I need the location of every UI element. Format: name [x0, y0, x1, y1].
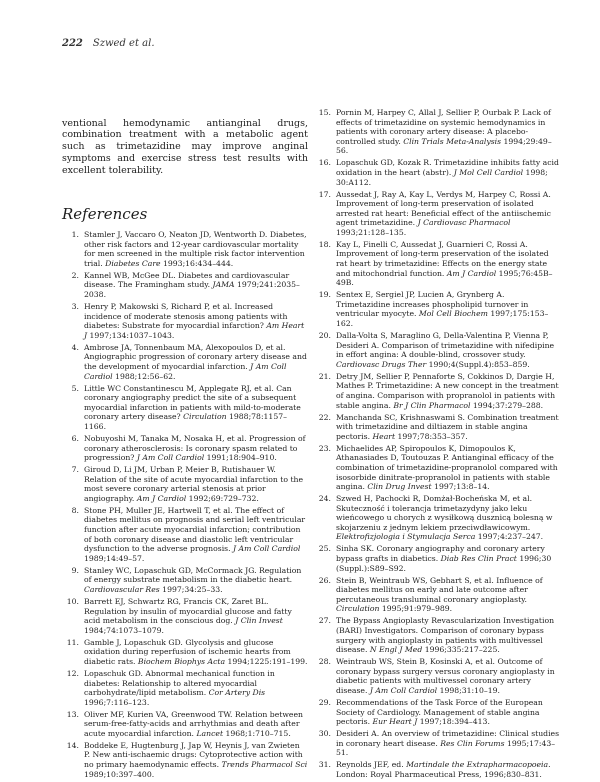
running-authors: Szwed et al. [92, 38, 155, 49]
reference-text [336, 698, 560, 727]
reference-text [336, 544, 560, 573]
reference-number: 27. [318, 616, 331, 626]
reference-text [336, 413, 560, 442]
reference-authors-title: Stanley WC, Lopaschuk GD, McCormack JG. Regulation of energy substrate metabolism in the diabetic heart. [84, 565, 302, 585]
reference-text [84, 384, 308, 432]
reference-citation: 1988;78:1157–1166. [84, 412, 287, 431]
reference-journal: J Clin Invest [235, 616, 283, 626]
reference-item [62, 465, 308, 503]
reference-number: 29. [318, 697, 331, 707]
reference-citation: 1997;4:237–247. [475, 532, 544, 542]
reference-citation: 1994;29:49–56. [336, 136, 552, 156]
reference-number: 11. [66, 637, 79, 647]
reference-item [314, 372, 560, 410]
reference-number: 30. [318, 729, 331, 739]
reference-journal: Heart [372, 431, 396, 441]
reference-citation: 1989;10:397–400. [84, 769, 155, 779]
reference-number: 25. [318, 544, 331, 554]
reference-item [62, 597, 308, 635]
reference-citation: 1988;12:56–62. [112, 371, 176, 381]
reference-authors-title: Sentex E, Sergiel JP, Lucien A, Grynberg A. Trimetazidine increases phospholipid turnover in ventricular myocyte. [336, 290, 529, 319]
reference-authors-title: Little WC Constantinescu M, Applegate RJ, et al. Can coronary angiography predict the site of a subsequent myocardial infarction in patients with mild-to-moderate coronary artery disease? [84, 383, 301, 422]
reference-item [62, 638, 308, 667]
reference-item [62, 434, 308, 463]
reference-item [62, 669, 308, 707]
reference-journal: J Am Coll Cardiol [233, 544, 301, 554]
reference-item [314, 616, 560, 654]
reference-text [84, 434, 308, 463]
reference-authors-title: Sinha SK. Coronary angiography and coronary artery bypass grafts in diabetics. [336, 544, 545, 564]
reference-citation: 1994;37:279–288. [470, 400, 544, 410]
reference-journal: Trends Pharmacol Sci [221, 760, 308, 770]
reference-journal: J Am Coll Cardiol [369, 685, 438, 695]
reference-list-left [62, 230, 308, 779]
reference-citation: 1996;7:116–123. [84, 697, 150, 707]
reference-text [84, 230, 308, 268]
reference-authors-title: Kannel WB, McGee DL. Diabetes and cardiovascular disease. The Framingham study. [84, 270, 290, 290]
running-header [62, 38, 155, 49]
reference-item [314, 108, 560, 156]
reference-citation: 1979;241:2035–2038. [84, 280, 300, 300]
reference-journal: Diabetes Care [105, 258, 161, 268]
reference-journal: Lancet [196, 728, 224, 738]
reference-journal: J Am Coll Cardiol [136, 453, 205, 463]
reference-number: 31. [318, 760, 331, 770]
reference-journal: Circulation [183, 412, 227, 422]
reference-number: 16. [318, 158, 331, 168]
reference-journal: Clin Trials Meta-Analysis [403, 136, 502, 146]
reference-authors-title: Stamler J, Vaccaro O, Neaton JD, Wentworth D. Diabetes, other risk factors and 12-year cardiovascular mortality for men screened in the multiple risk factor intervention trial. [84, 230, 307, 268]
reference-number: 24. [318, 494, 331, 504]
reference-number: 3. [71, 302, 79, 312]
reference-text [336, 158, 560, 187]
reference-citation: 1997;13:8–14. [431, 482, 490, 492]
reference-authors-title: Stone PH, Muller JE, Hartwell T, et al. The effect of diabetes mellitus on prognosis and serial left ventricular function after acute myocardial infarction; contribution of both coronary disease and diastolic left ventricular dysfunction to the adverse prognosis. [84, 505, 306, 554]
reference-journal: Am J Cardiol [446, 268, 497, 278]
reference-text [336, 494, 560, 542]
reference-text [336, 760, 560, 779]
reference-authors-title: Kay L, Finelli C, Aussedat J, Guarnieri C, Rossi A. Improvement of long-term preservation of the isolated rat heart by trimetazidine: Effects on the energy state and mitochondrial function. [336, 239, 549, 278]
reference-item [314, 158, 560, 187]
reference-citation: 1997;134:1037–1043. [87, 330, 175, 340]
reference-number: 1. [71, 230, 79, 240]
reference-journal: Martindale the Extrapharmacopoeia [406, 760, 549, 770]
right-column [314, 108, 560, 782]
reference-journal: J Mol Cell Cardiol [453, 167, 524, 177]
reference-citation: 1989;14:49–57. [84, 553, 145, 563]
reference-citation: 1997;78:353–357. [395, 431, 468, 441]
reference-citation: 1996;335:217–225. [422, 645, 500, 655]
reference-journal: Res Clin Forums [440, 738, 505, 748]
reference-authors-title: Lopaschuk GD. Abnormal mechanical function in diabetes: Relationship to altered myocardial carbohydrate/lipid metabolism. [84, 668, 275, 698]
reference-number: 21. [318, 371, 331, 381]
reference-citation: 1997;175:153–162. [336, 309, 549, 329]
reference-text [84, 302, 308, 340]
reference-text [336, 331, 560, 369]
reference-citation: 1993;16:434–444. [160, 258, 234, 268]
reference-text [336, 190, 560, 238]
reference-text [84, 465, 308, 503]
reference-text [336, 657, 560, 695]
reference-authors-title: Stein B, Weintraub WS, Gebhart S, et al. Influence of diabetes mellitus on early and late outcome after percutaneous transluminal coronary angioplasty. [336, 575, 543, 604]
reference-citation: 1995;91:979–989. [379, 604, 453, 614]
reference-citation: . London: Royal Pharmaceutical Press, 1996;830–831. [336, 760, 551, 779]
reference-list-right [314, 108, 560, 779]
reference-item [314, 413, 560, 442]
page-number: 222 [62, 38, 83, 49]
reference-text [336, 616, 560, 654]
reference-citation: 1992;69:729–732. [186, 493, 259, 503]
reference-item [314, 544, 560, 573]
reference-number: 12. [66, 668, 79, 678]
reference-journal: Diab Res Clin Pract [440, 554, 517, 564]
reference-item [62, 271, 308, 300]
reference-journal: Cardiovasc Drugs Ther [336, 359, 427, 369]
reference-number: 2. [71, 270, 79, 280]
reference-citation: 1994;1225:191–199. [225, 656, 308, 666]
reference-number: 10. [66, 596, 79, 606]
reference-item [314, 576, 560, 614]
reference-authors-title: Lopaschuk GD, Kozak R. Trimetazidine inhibits fatty acid oxidation in the heart (abstr). [336, 158, 559, 177]
reference-text [84, 343, 308, 381]
reference-text [336, 444, 560, 492]
reference-journal: Circulation [336, 604, 380, 614]
reference-journal: J Cardiovasc Pharmacol [417, 218, 511, 228]
reference-item [62, 506, 308, 564]
reference-citation: 1991;18:904–910. [204, 453, 277, 463]
reference-text [84, 638, 308, 667]
reference-item [314, 290, 560, 328]
reference-number: 14. [66, 740, 79, 750]
reference-journal: Cardiovascular Res [84, 584, 160, 594]
reference-item [62, 566, 308, 595]
reference-number: 23. [318, 443, 331, 453]
reference-number: 20. [318, 331, 331, 341]
reference-item [314, 444, 560, 492]
reference-authors-title: Giroud D, Li JM, Urban P, Meier B, Rutishauer W. Relation of the site of acute myocardial infarction to the most severe coronary arterial stenosis at prior angiography. [84, 465, 304, 503]
reference-authors-title: Weintraub WS, Stein B, Kosinski A, et al. Outcome of coronary bypass surgery versus coronary angioplasty in diabetic patients with multivessel coronary artery disease. [336, 657, 555, 695]
reference-journal: J Am Coll Cardiol [84, 361, 287, 381]
reference-text [84, 669, 308, 707]
reference-item [62, 230, 308, 268]
reference-text [336, 576, 560, 614]
reference-authors-title: Reynolds JEF, ed. [336, 760, 407, 770]
reference-citation: 1984;74:1073–1079. [84, 625, 164, 635]
reference-citation: 1998; 30:A112. [336, 167, 548, 187]
reference-number: 13. [66, 709, 79, 719]
reference-journal: Eur Heart J [372, 717, 418, 727]
reference-citation: 1968;1:710–715. [223, 728, 291, 738]
reference-number: 6. [71, 433, 79, 443]
reference-authors-title: Detry JM, Sellier P, Pennaforte S, Cokkinos D, Dargie H, Mathes P. Trimetazidine: A new concept in the treatment of angina. Comparison with propranolol in patients with stable angina. [336, 371, 559, 410]
reference-number: 7. [71, 465, 79, 475]
reference-item [62, 741, 308, 779]
reference-number: 19. [318, 290, 331, 300]
reference-authors-title: Desideri A. An overview of trimetazidine: Clinical studies in coronary heart disease. [336, 729, 560, 748]
reference-citation: 1995;17:43–51. [336, 738, 556, 758]
reference-item [62, 302, 308, 340]
reference-text [84, 271, 308, 300]
reference-text [84, 597, 308, 635]
reference-authors-title: Nobuyoshi M, Tanaka M, Nosaka H, et al. Progression of coronary atherosclerosis: Is coronary spasm related to progression? [84, 433, 306, 463]
reference-number: 15. [318, 108, 331, 117]
reference-citation: 1996;30 (Suppl.):S89–S92. [336, 554, 552, 573]
reference-number: 18. [318, 239, 331, 249]
reference-citation: 1997;34:25–33. [159, 584, 223, 594]
reference-number: 4. [71, 342, 79, 352]
intro-paragraph: ventional hemodynamic antianginal drugs, combination treatment with a metabolic agent such as trimetazidine may improve anginal symptoms and exercise stress test results with excellent tolerability. [62, 117, 308, 176]
reference-item [314, 729, 560, 758]
reference-number: 22. [318, 412, 331, 422]
reference-authors-title: Ambrose JA, Tonnenbaum MA, Alexopoulos D, et al. Angiographic progression of coronary artery disease and the development of myocardial infarction. [84, 342, 307, 371]
reference-journal: Mol Cell Biochem [418, 309, 488, 319]
reference-text [84, 506, 308, 564]
reference-item [62, 384, 308, 432]
reference-text [336, 372, 560, 410]
reference-item [314, 760, 560, 779]
reference-authors-title: Barrett EJ, Schwartz RG, Francis CK, Zaret BL. Regulation by insulin of myocardial glucose and fatty acid metabolism in the conscious dog. [84, 596, 292, 626]
reference-number: 5. [71, 383, 79, 393]
reference-citation: 1998;31:10–19. [437, 685, 500, 695]
left-column [62, 108, 308, 782]
reference-item [314, 190, 560, 238]
reference-authors-title: Recommendations of the Task Force of the European Society of Cardiology. Management of stable angina pectoris. [336, 697, 543, 727]
reference-text [84, 710, 308, 739]
reference-authors-title: Gamble J, Lopaschuk GD. Glycolysis and glucose oxidation during reperfusion of ischemic hearts from diabetic rats. [84, 637, 291, 666]
reference-authors-title: Dalla-Volta S, Maraglino G, Della-Valentina P, Vienna P, Desideri A. Comparison of trimetazidine with nifedipine in effort angina: A double-blind, crossover study. [336, 331, 555, 360]
reference-journal: Br J Clin Pharmacol [393, 400, 471, 410]
reference-item [314, 331, 560, 369]
reference-item [314, 494, 560, 542]
reference-item [314, 240, 560, 288]
reference-authors-title: Boddeke E, Hugtenburg J, Jap W, Heynis J, van Zwieten P. New anti-ischaemic drugs: Cytoprotective action with no primary haemodynamic effects. [84, 740, 303, 770]
reference-authors-title: Manchanda SC, Krishnaswami S. Combination treatment with trimetazidine and diltiazem in stable angina pectoris. [336, 412, 559, 441]
reference-number: 8. [71, 505, 79, 515]
reference-authors-title: The Bypass Angioplasty Revascularization Investigation (BARI) Investigators. Comparison of coronary bypass surgery with angioplasty in patients with multivessel disease. [336, 616, 555, 655]
reference-journal: Am J Cardiol [136, 493, 187, 503]
reference-authors-title: Oliver MF, Kurien VA, Greenwood TW. Relation between serum-free-fatty-acids and arrhythmias and death after acute myocardial infarction. [84, 709, 303, 738]
reference-citation: 1990;4(Suppl.4):853–859. [426, 359, 530, 369]
reference-citation: 1997;18:394–413. [417, 717, 490, 727]
reference-journal: Elektrofizjologia i Stymulacja Serca [336, 532, 476, 542]
reference-text [336, 240, 560, 288]
reference-number: 26. [318, 575, 331, 585]
reference-text [336, 290, 560, 328]
reference-journal: Clin Drug Invest [367, 482, 432, 492]
reference-authors-title: Henry P, Makowski S, Richard P, et al. Increased incidence of moderate stenosis among patients with diabetes: Substrate for myocardial infarction? [84, 302, 288, 331]
reference-journal: N Engl J Med [369, 645, 423, 655]
reference-journal: Biochem Biophys Acta [137, 656, 226, 666]
reference-number: 17. [318, 189, 331, 199]
reference-item [62, 343, 308, 381]
reference-item [314, 657, 560, 695]
reference-journal: Am Heart J [84, 321, 305, 340]
reference-journal: JAMA [212, 280, 235, 290]
reference-citation: 1993;21:128–135. [336, 227, 407, 237]
reference-number: 9. [71, 565, 79, 575]
reference-text [336, 108, 560, 156]
reference-text [84, 741, 308, 779]
reference-authors-title: Michaelides AP, Spiropoulos K, Dimopoulos K, Athanasiades D, Toutouzas P. Antianginal efficacy of the combination of trimetazidine-propranolol compared with isosorbide dinitrate-propranolol in patients with stable angina. [336, 443, 558, 492]
reference-authors-title: Pornin M, Harpey C, Allal J, Sellier P, Ourbak P. Lack of effects of trimetazidine on systemic hemodynamics in patients with coronary artery disease: A placebo-controlled study. [336, 108, 551, 146]
reference-item [62, 710, 308, 739]
reference-journal: Cor Artery Dis [208, 688, 266, 698]
reference-citation: 1995;76:45B–49B. [336, 268, 553, 288]
references-heading: References [62, 205, 148, 224]
reference-authors-title: Aussedat J, Ray A, Kay L, Verdys M, Harpey C, Rossi A. Improvement of long-term preservation of isolated arrested rat heart: Beneficial effect of the antiischemic agent trimetazidine. [336, 189, 551, 228]
reference-number: 28. [318, 657, 331, 667]
reference-authors-title: Szwed H, Pachocki R, Domżał-Bocheńska M, et al. Skuteczność i tolerancja trimetazydyny jako leku wieńcowego u chorych z wysiłkową dusznicą bolesną w skojarzeniu z jednym lekiem przeciwdławicowym. [336, 494, 553, 532]
reference-item [314, 698, 560, 727]
reference-text [84, 566, 308, 595]
reference-text [336, 729, 560, 758]
